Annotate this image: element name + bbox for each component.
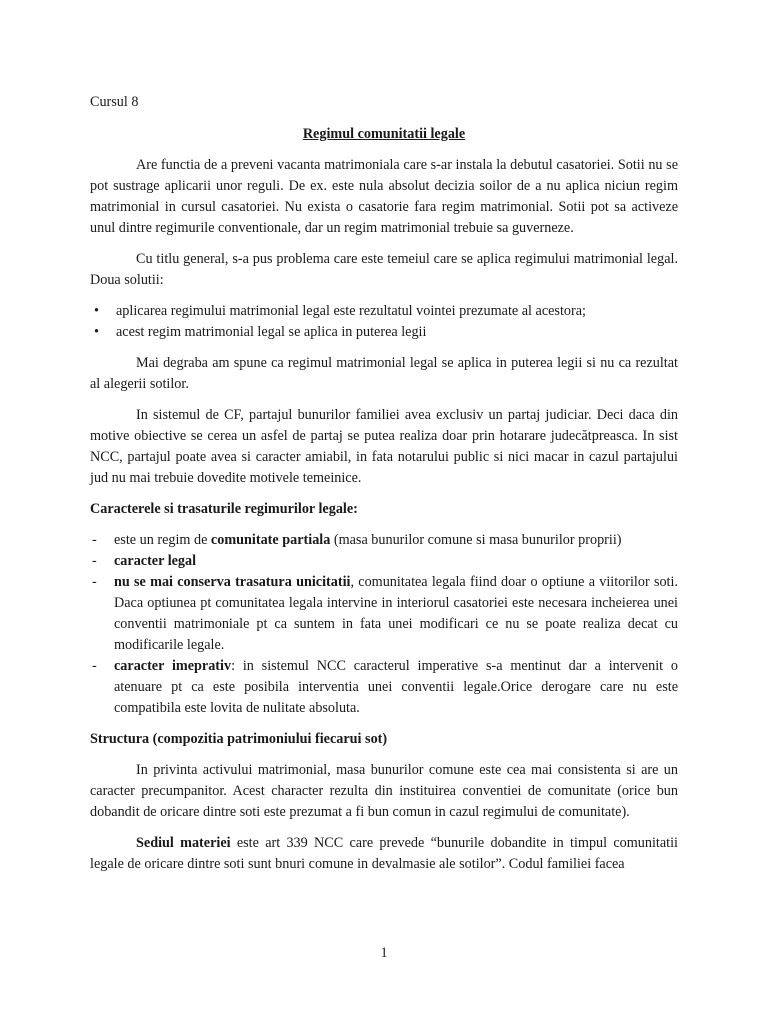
feature-bold: nu se mai conserva trasatura unicitatii: [114, 574, 351, 590]
paragraph-degraba: Mai degraba am spune ca regimul matrimonial legal se aplica in puterea legii si nu ca rezultat al alegerii sotilor.: [90, 355, 678, 392]
list-item: [90, 551, 678, 572]
feature-bold: caracter legal: [114, 553, 197, 569]
page-number: 1: [380, 945, 388, 961]
feature-rest: (masa bunurilor comune si masa bunurilor proprii): [330, 532, 622, 548]
paragraph-temei: Cu titlu general, s-a pus problema care este temeiul care se aplica regimului matrimonial legal. Doua solutii:: [90, 251, 678, 288]
features-list: [90, 530, 678, 719]
paragraph-activ: In privinta activului matrimonial, masa bunurilor comune este cea mai consistenta si are un caracter precumpanitor. Acest character rezulta din instituirea conventiei de comunitate (orice bun dobandit de oricare dintre soti este prezumat a fi bun comun in cazul regimului de comunitate).: [90, 762, 678, 820]
list-item: [90, 301, 678, 322]
list-item: [90, 322, 678, 343]
dash-icon: -: [92, 574, 97, 590]
list-item-text: aplicarea regimului matrimonial legal este rezultatul vointei prezumate al acestora;: [116, 303, 586, 319]
dash-icon: -: [92, 658, 97, 674]
solutions-list: [90, 301, 678, 343]
feature-rest: : in sistemul NCC caracterul imperative s-a mentinut dar a intervenit o atenuare pt ca este posibila interventia unei conventii legale.Orice derogare care nu este compatibila este lovita de nulitate absoluta.: [114, 658, 678, 716]
feature-rest: , comunitatea legala fiind doar o optiune a viitorilor soti. Daca optiunea pt comunitatea legala intervine in interiorul casatoriei este necesara incheierea unei conventii matrimoniale pt ca suntem in fata unei modificari ce nu se poate realiza decat cu modificarile legale.: [114, 574, 678, 653]
list-item: [90, 530, 678, 551]
heading-caractere: Caracterele si trasaturile regimurilor legale:: [90, 501, 358, 517]
bullet-icon: •: [94, 303, 99, 319]
heading-structura: Structura (compozitia patrimoniului fiecarui sot): [90, 731, 388, 747]
feature-bold: comunitate partiala: [210, 532, 331, 548]
bullet-icon: •: [94, 324, 99, 340]
paragraph-sediul: [90, 833, 678, 875]
dash-icon: -: [92, 553, 97, 569]
paragraph-partaj: In sistemul de CF, partajul bunurilor familiei avea exclusiv un partaj judiciar. Deci daca din motive obiective se cerea un asfel de partaj se putea realiza doar prin hotarare judecătpreasca. In sist NCC, partajul poate avea si caracter amiabil, in fata notarului public si nici macar in cazul partajului jud nu mai trebuie dovedite motivele temeinice.: [90, 407, 678, 486]
course-label: Cursul 8: [90, 94, 139, 110]
list-item-text: acest regim matrimonial legal se aplica in puterea legii: [116, 324, 427, 340]
list-item: [90, 656, 678, 719]
dash-icon: -: [92, 532, 97, 548]
list-item: [90, 572, 678, 656]
paragraph-intro: Are functia de a preveni vacanta matrimoniala care s-ar instala la debutul casatoriei. Sotii nu se pot sustrage aplicarii unor reguli. De ex. este nula absolut decizia soilor de a nu aplica niciun regim matrimonial in cursul casatoriei. Nu exista o casatorie fara regim matrimonial. Sotii pot sa activeze unul dintre regimurile conventionale, dar un regim matrimonial trebuie sa guverneze.: [90, 157, 678, 236]
feature-bold: caracter imeprativ: [114, 658, 232, 674]
sediul-text: este art 339 NCC care prevede “bunurile dobandite in timpul comunitatii legale de oricare dintre soti sunt bnuri comune in devalmasie ale sotilor”. Codul familiei facea: [90, 835, 678, 872]
page-content: [90, 92, 678, 885]
document-title: Regimul comunitatii legale: [302, 126, 466, 142]
feature-pre: este un regim de: [114, 532, 211, 548]
sediul-bold: Sediul materiei: [136, 835, 231, 851]
